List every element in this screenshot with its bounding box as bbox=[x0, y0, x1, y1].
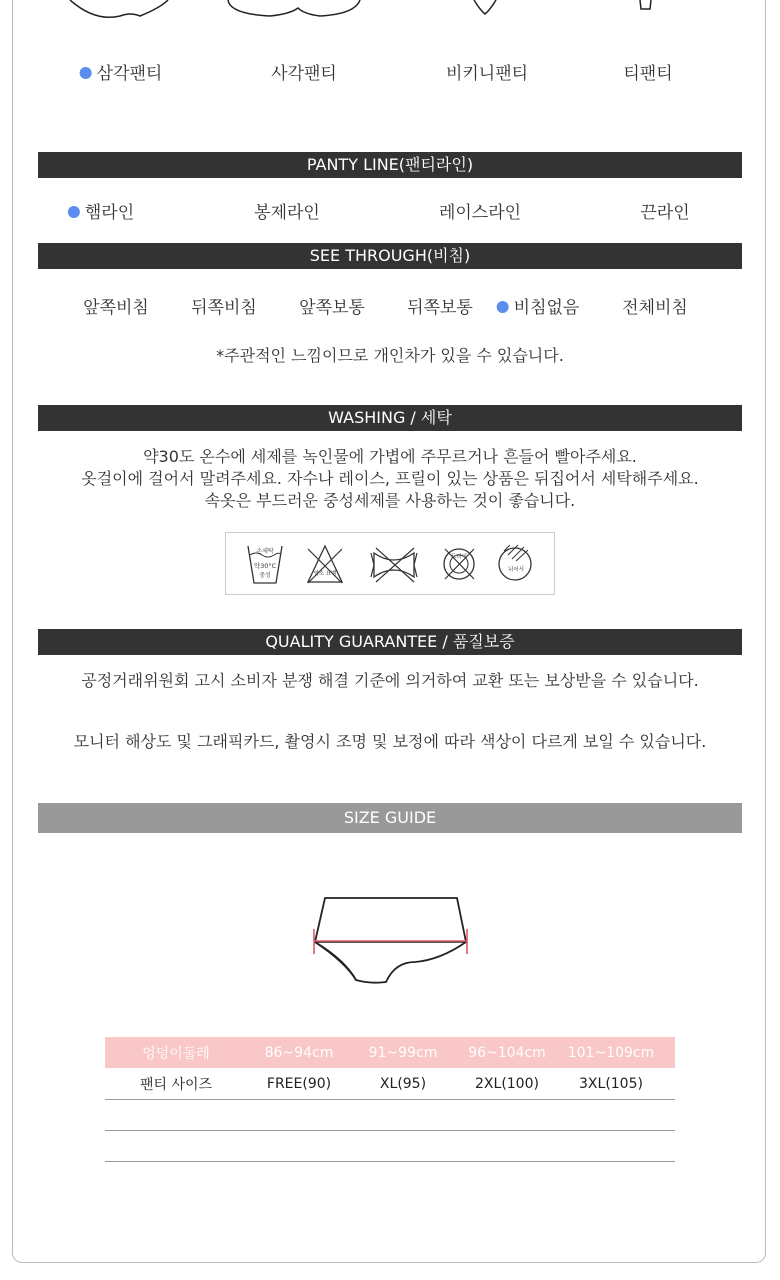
briefs-silhouette bbox=[70, 0, 168, 17]
panty-type-option[interactable]: 사각팬티 bbox=[271, 64, 337, 84]
see-through-header: SEE THROUGH(비침) bbox=[38, 243, 742, 269]
lay-flat-dry-icon bbox=[499, 545, 531, 580]
care-symbols-box bbox=[225, 532, 555, 595]
washing-instruction: 속옷은 부드러운 중성세제를 사용하는 것이 좋습니다. bbox=[204, 491, 576, 510]
table-header-cell: 엉덩이둘레 bbox=[142, 1045, 210, 1062]
panty-line-option[interactable]: 봉제라인 bbox=[254, 203, 320, 223]
hip-measurement-illustration bbox=[300, 890, 480, 990]
table-header-cell: 101~109cm bbox=[567, 1044, 655, 1061]
panty-line-header: PANTY LINE(팬티라인) bbox=[38, 152, 742, 178]
size-table bbox=[105, 1037, 675, 1162]
color-disclaimer-text: 모니터 해상도 및 그래픽카드, 촬영시 조명 및 보정에 따라 색상이 다르게 보일 수 있습니다. bbox=[73, 732, 707, 751]
no-wring-icon bbox=[371, 548, 417, 582]
size-table-header bbox=[105, 1037, 675, 1068]
boxer-silhouette bbox=[228, 0, 360, 16]
see-through-option[interactable]: 앞쪽비침 bbox=[83, 298, 149, 318]
panty-line-option[interactable]: 끈라인 bbox=[640, 203, 690, 223]
quality-guarantee-text: 공정거래위원회 고시 소비자 분쟁 해결 기준에 의거하여 교환 또는 보상받을 수 있습니다. bbox=[81, 671, 699, 690]
see-through-option[interactable]: 앞쪽보통 bbox=[299, 298, 365, 318]
svg-text:드라이: 드라이 bbox=[451, 554, 467, 560]
see-through-option[interactable]: 뒤쪽비침 bbox=[191, 298, 257, 318]
panty-type-option[interactable]: 비키니팬티 bbox=[445, 64, 529, 84]
no-bleach-icon bbox=[308, 546, 342, 583]
selected-dot-icon bbox=[68, 206, 80, 218]
no-dryer-icon bbox=[444, 549, 474, 579]
bikini-silhouette bbox=[474, 0, 496, 14]
see-through-option[interactable]: 전체비침 bbox=[622, 298, 688, 318]
svg-text:뉘어서: 뉘어서 bbox=[508, 567, 524, 573]
table-header-cell: 91~99cm bbox=[368, 1044, 438, 1061]
table-cell: 2XL(100) bbox=[475, 1075, 539, 1092]
table-cell: 3XL(105) bbox=[579, 1075, 643, 1092]
svg-text:손세탁: 손세탁 bbox=[256, 548, 274, 555]
table-header-cell: 96~104cm bbox=[468, 1044, 546, 1061]
panty-type-option[interactable]: 티팬티 bbox=[623, 64, 673, 84]
table-header-cell: 86~94cm bbox=[264, 1044, 334, 1061]
see-through-note: *주관적인 느낌이므로 개인차가 있을 수 있습니다. bbox=[216, 346, 564, 365]
thong-silhouette bbox=[640, 0, 651, 9]
table-row bbox=[105, 1068, 675, 1100]
svg-text:중성: 중성 bbox=[259, 572, 271, 579]
panty-type-option[interactable]: 삼각팬티 bbox=[80, 59, 163, 84]
svg-text:염소 표백: 염소 표백 bbox=[313, 571, 337, 577]
handwash-icon bbox=[248, 546, 282, 583]
size-guide-header: SIZE GUIDE bbox=[38, 803, 742, 833]
care-symbols bbox=[226, 533, 554, 594]
table-cell: 팬티 사이즈 bbox=[139, 1076, 213, 1093]
washing-instruction: 약30도 온수에 세제를 녹인물에 가볍에 주무르거나 흔들어 빨아주세요. bbox=[143, 447, 637, 466]
washing-header: WASHING / 세탁 bbox=[38, 405, 742, 431]
table-row-empty bbox=[105, 1100, 675, 1131]
table-row-empty bbox=[105, 1131, 675, 1162]
see-through-option[interactable]: 뒤쪽보통 bbox=[407, 298, 473, 318]
panty-line-option[interactable]: 햄라인 bbox=[68, 198, 134, 223]
washing-instruction: 옷걸이에 걸어서 말려주세요. 자수나 레이스, 프릴이 있는 상품은 뒤집어서 세탁해주세요. bbox=[81, 469, 699, 488]
panty-type-illustrations bbox=[0, 0, 780, 20]
selected-dot-icon bbox=[80, 67, 92, 79]
panty-line-option[interactable]: 레이스라인 bbox=[438, 203, 522, 223]
selected-dot-icon bbox=[497, 301, 509, 313]
table-cell: XL(95) bbox=[379, 1075, 427, 1092]
table-cell: FREE(90) bbox=[266, 1075, 332, 1092]
svg-text:약30°C: 약30°C bbox=[253, 562, 277, 570]
see-through-option[interactable]: 비침없음 bbox=[497, 293, 580, 318]
quality-header: QUALITY GUARANTEE / 품질보증 bbox=[38, 629, 742, 655]
